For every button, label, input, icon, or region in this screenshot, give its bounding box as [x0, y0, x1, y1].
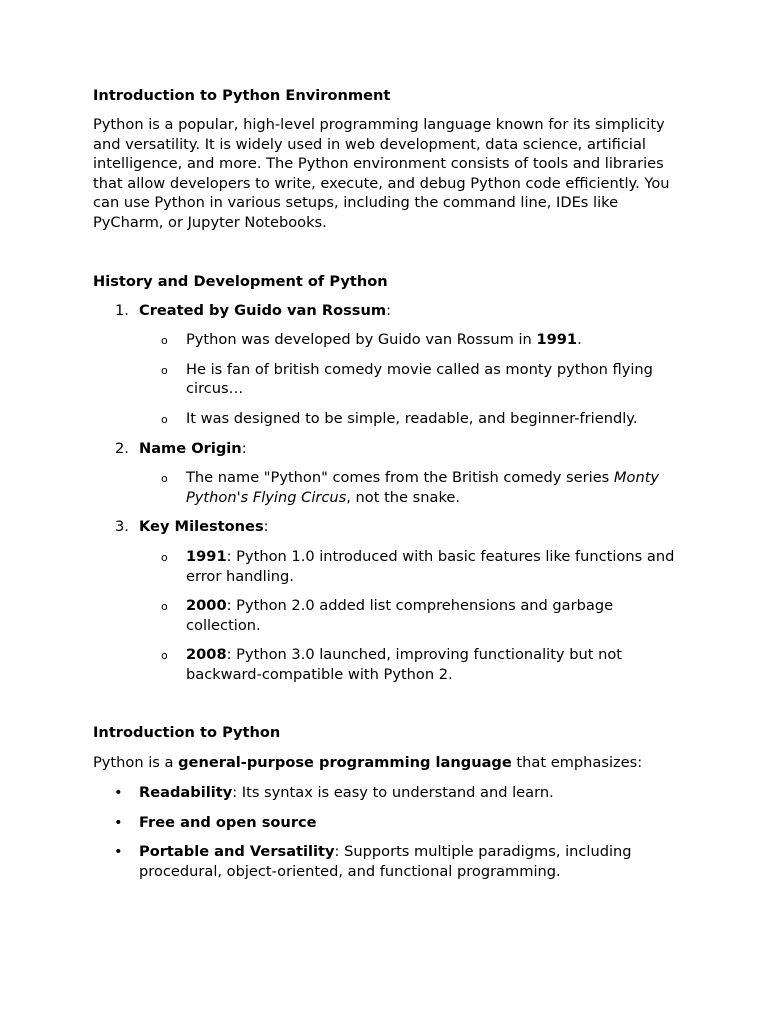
hollow-bullet-icon: o — [161, 649, 168, 663]
numbered-item-3: 3. Key Milestones: — [115, 518, 269, 536]
hollow-bullet-icon: o — [161, 363, 168, 377]
hollow-bullet-icon: o — [161, 334, 168, 348]
list-item: o 2008: Python 3.0 launched, improving functionality but not backward-compatible with Python 2. — [161, 646, 622, 683]
list-item: o 1991: Python 1.0 introduced with basic features like functions and error handling. — [161, 547, 675, 585]
hollow-bullet-icon: o — [161, 550, 168, 564]
bullet-icon: • — [114, 813, 123, 831]
item-number: 1. — [115, 301, 129, 319]
item-number: 3. — [115, 518, 129, 536]
numbered-item-1: 1. Created by Guido van Rossum: — [115, 301, 392, 319]
list-item: o 2000: Python 2.0 added list comprehensions and garbage collection. — [161, 597, 614, 634]
sub-list-milestones — [93, 547, 683, 685]
list-item: o Python was developed by Guido van Rossum in 1991. — [93, 330, 683, 350]
item-title: Key Milestones — [139, 518, 264, 536]
list-item: o The name "Python" comes from the British comedy series Monty Python's Flying Circus, not the snake. — [161, 469, 660, 506]
hollow-bullet-icon: o — [161, 472, 168, 486]
paragraph-intro-python: Python is a general-purpose programming language that emphasizes: — [93, 754, 643, 772]
sub-list-name-origin — [93, 468, 683, 507]
heading-intro-python: Introduction to Python — [93, 724, 281, 742]
paragraph-intro-env: Python is a popular, high-level programming language known for its simplicity and versatility. It is widely used in web development, data science, artificial intelligence, and more. The Python environment consists of tools and libraries that allow developers to write, execute, and debug Python code efficiently. You can use Python in various setups, including the command line, IDEs like PyCharm, or Jupyter Notebooks. — [93, 116, 670, 231]
list-item: • Free and open source — [114, 813, 317, 831]
item-title: Created by Guido van Rossum — [139, 301, 387, 319]
sub-list-creator — [93, 330, 683, 428]
item-number: 2. — [115, 439, 129, 457]
numbered-item-2: 2. Name Origin: — [115, 439, 247, 457]
heading-history: History and Development of Python — [93, 272, 388, 290]
list-item: o He is fan of british comedy movie called as monty python flying circus… — [161, 360, 653, 398]
hollow-bullet-icon: o — [161, 600, 168, 614]
list-item: • Readability: Its syntax is easy to understand and learn. — [114, 784, 554, 802]
list-item: • Portable and Versatility: Supports multiple paradigms, including procedural, object-oriented, and functional programming. — [114, 843, 632, 880]
bullet-list-features — [93, 783, 683, 881]
bullet-icon: • — [114, 784, 123, 802]
bullet-icon: • — [114, 843, 123, 861]
document-page — [93, 86, 683, 881]
heading-intro-env: Introduction to Python Environment — [93, 87, 391, 104]
item-title: Name Origin — [139, 439, 242, 457]
list-item: o It was designed to be simple, readable, and beginner-friendly. — [93, 409, 683, 429]
hollow-bullet-icon: o — [161, 412, 168, 426]
